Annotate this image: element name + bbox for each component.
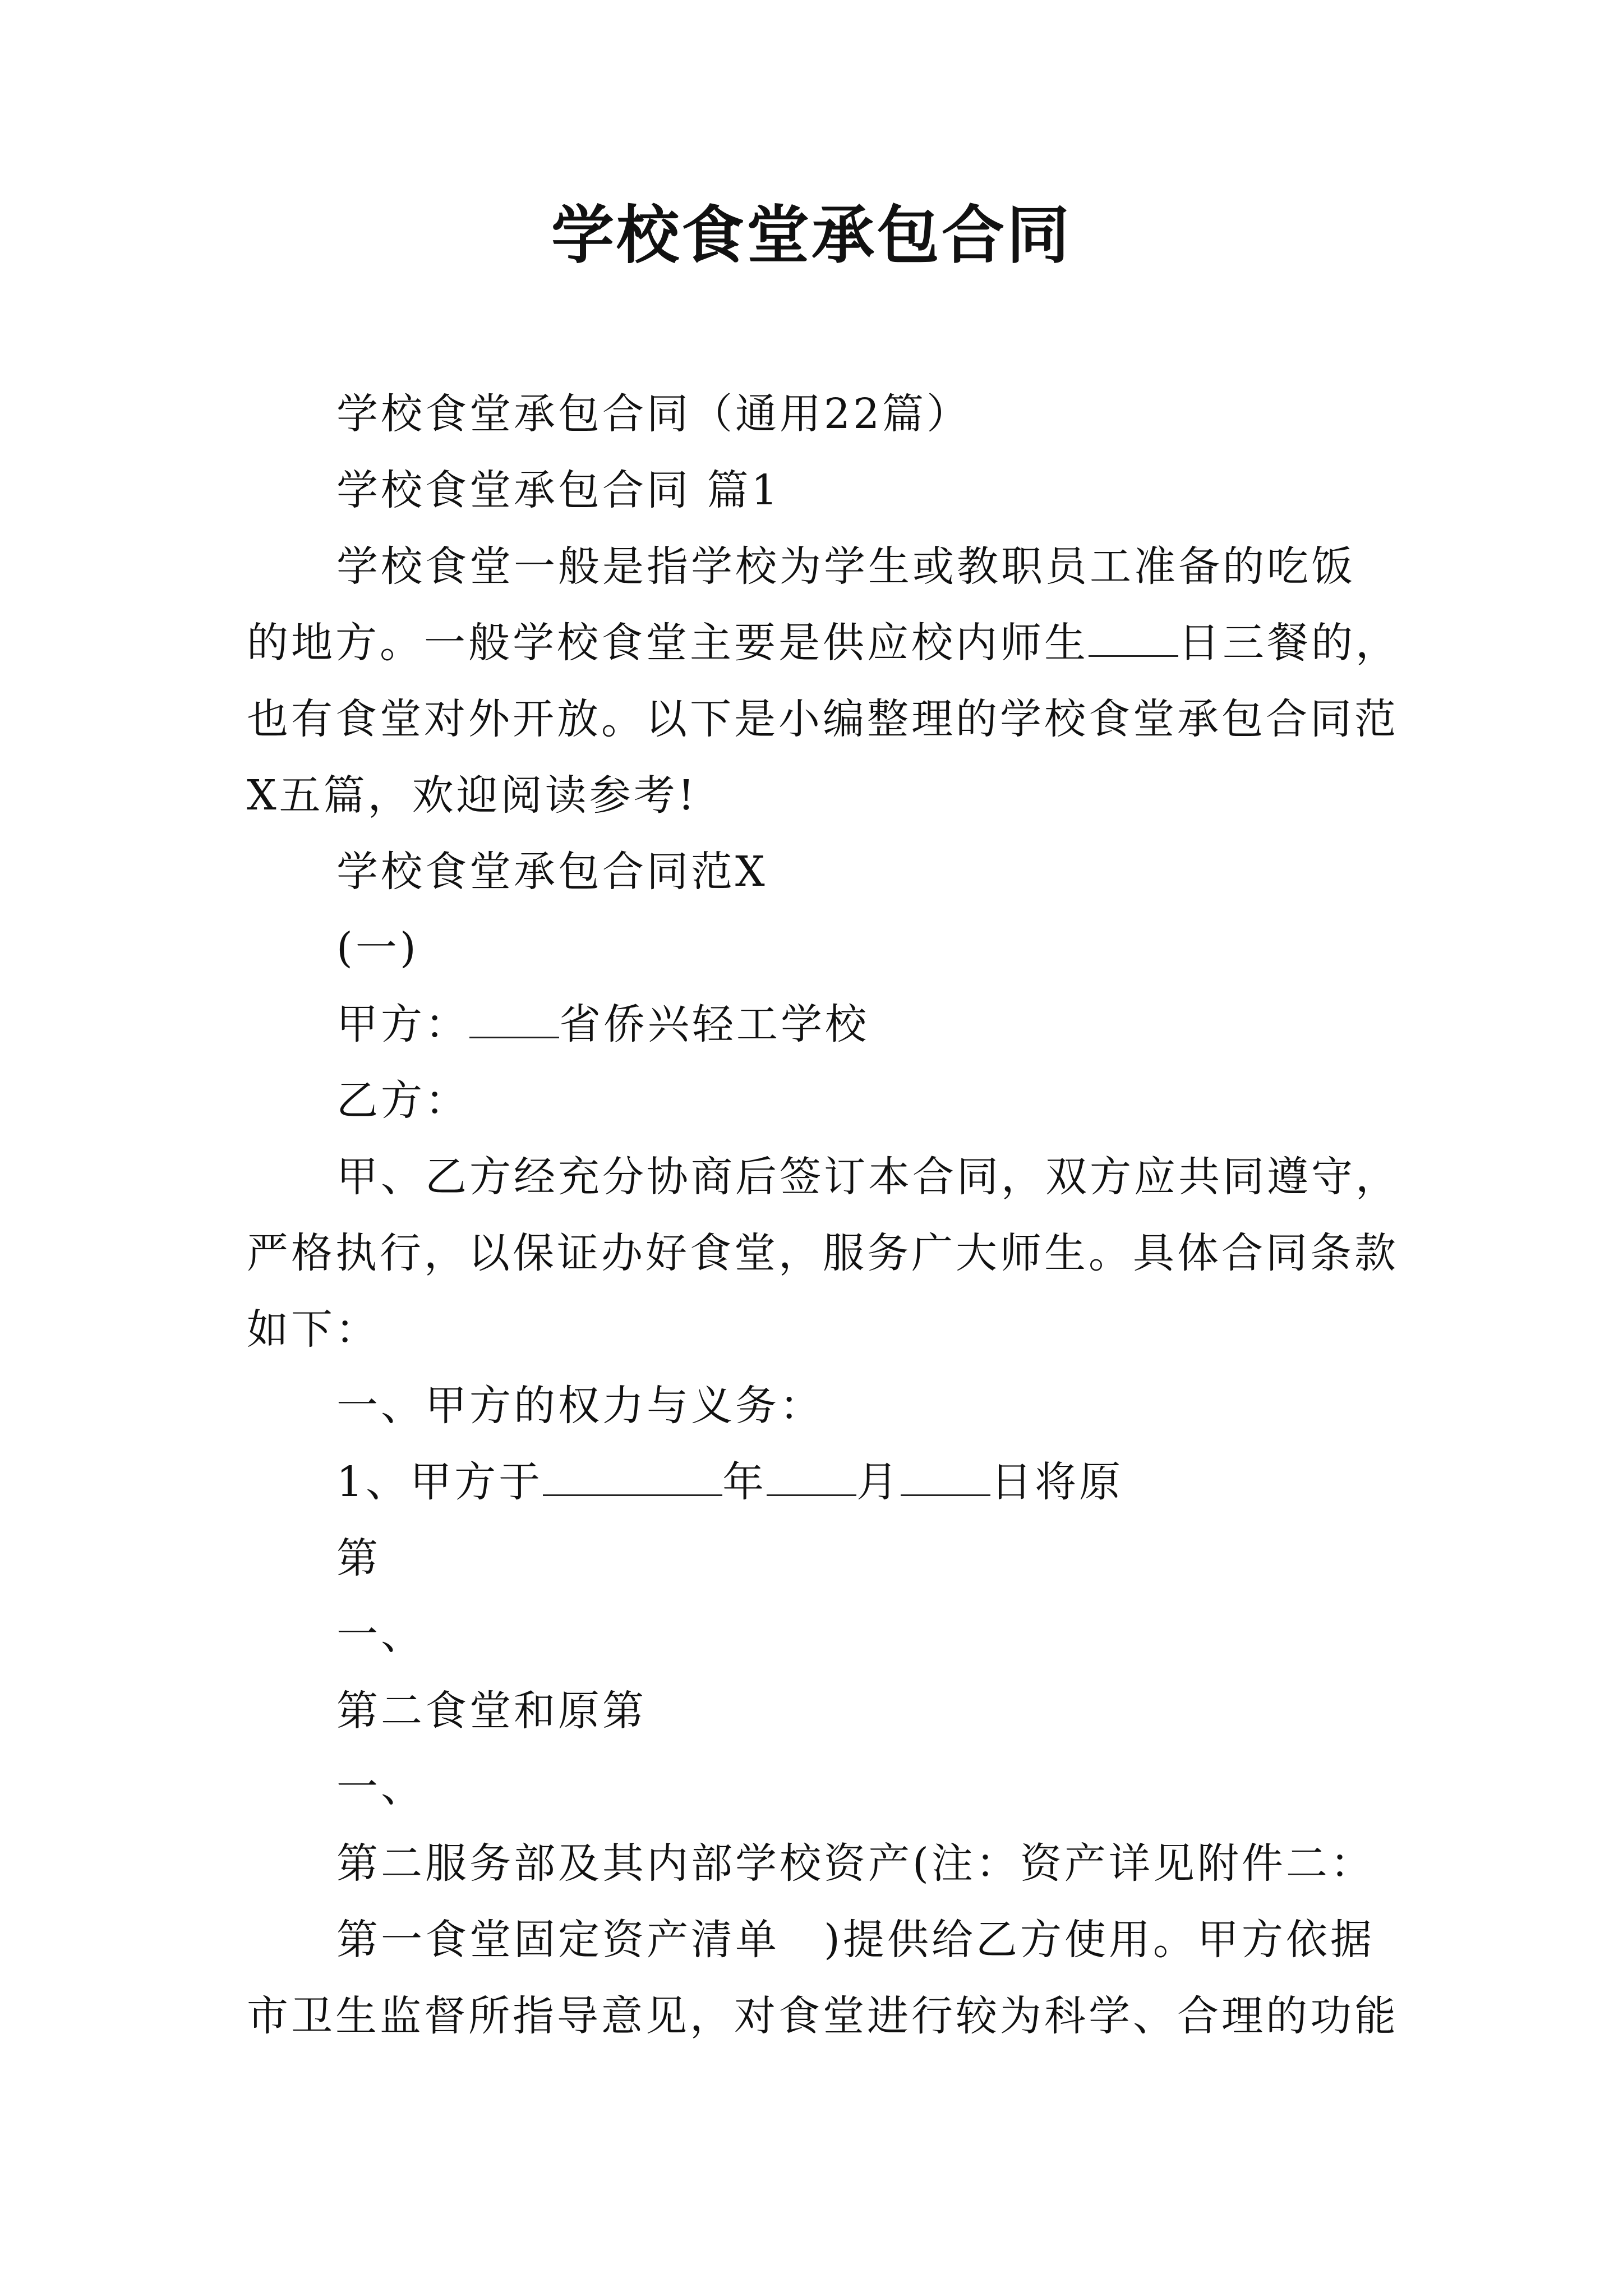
text-run: 月 (856, 1458, 901, 1506)
paragraph-line: 也有食堂对外开放。以下是小编整理的学校食堂承包合同范 (247, 695, 1399, 743)
fill-in-blank (1089, 619, 1178, 657)
fill-in-blank (469, 1001, 559, 1038)
paragraph-line: 第二食堂和原第 (336, 1687, 647, 1735)
paragraph-line: 一、 (336, 1763, 425, 1811)
paragraph-line: 一、甲方的权力与义务： (336, 1382, 824, 1430)
paragraph-line: 市卫生监督所指导意见，对食堂进行较为科学、合理的功能 (247, 1992, 1399, 2040)
paragraph-line: (一) (336, 924, 419, 972)
paragraph-line: 第 (336, 1534, 381, 1582)
paragraph-line: 学校食堂承包合同 篇1 (336, 466, 781, 514)
paragraph-line: 第二服务部及其内部学校资产(注：资产详见附件二： (336, 1839, 1375, 1888)
fill-in-blank (543, 1458, 722, 1496)
paragraph-line: 严格执行，以保证办好食堂，服务广大师生。具体合同条款 (247, 1229, 1399, 1277)
paragraph-line (247, 1444, 1402, 1520)
document-body (247, 376, 1402, 2054)
text-run: 日三餐的， (1178, 619, 1400, 667)
paragraph-line (247, 986, 1402, 1062)
paragraph-line: 乙方： (336, 1076, 469, 1125)
text-run: 省侨兴轻工学校 (559, 1000, 869, 1048)
paragraph-line: 一、 (336, 1611, 425, 1659)
text-run: 1、甲方于 (336, 1458, 543, 1506)
paragraph-line: 学校食堂承包合同范X (336, 848, 768, 896)
paragraph-line: 第一食堂固定资产清单 )提供给乙方使用。甲方依据 (336, 1916, 1375, 1964)
paragraph-line: 如下： (247, 1305, 380, 1354)
fill-in-blank (901, 1458, 990, 1496)
paragraph-line: 学校食堂一般是指学校为学生或教职员工准备的吃饭 (336, 542, 1355, 591)
text-run: 年 (722, 1458, 767, 1506)
paragraph-line: 学校食堂承包合同（通用22篇） (336, 390, 971, 438)
text-run: 的地方。一般学校食堂主要是供应校内师生 (247, 619, 1089, 667)
paragraph-line: X五篇，欢迎阅读参考! (247, 771, 698, 820)
paragraph-line (247, 605, 1402, 681)
document-title: 学校食堂承包合同 (551, 199, 1072, 272)
paragraph-line: 甲、乙方经充分协商后签订本合同，双方应共同遵守， (336, 1153, 1400, 1201)
text-run: 甲方： (336, 1000, 469, 1048)
text-run: 日将原 (990, 1458, 1124, 1506)
fill-in-blank (767, 1458, 856, 1496)
